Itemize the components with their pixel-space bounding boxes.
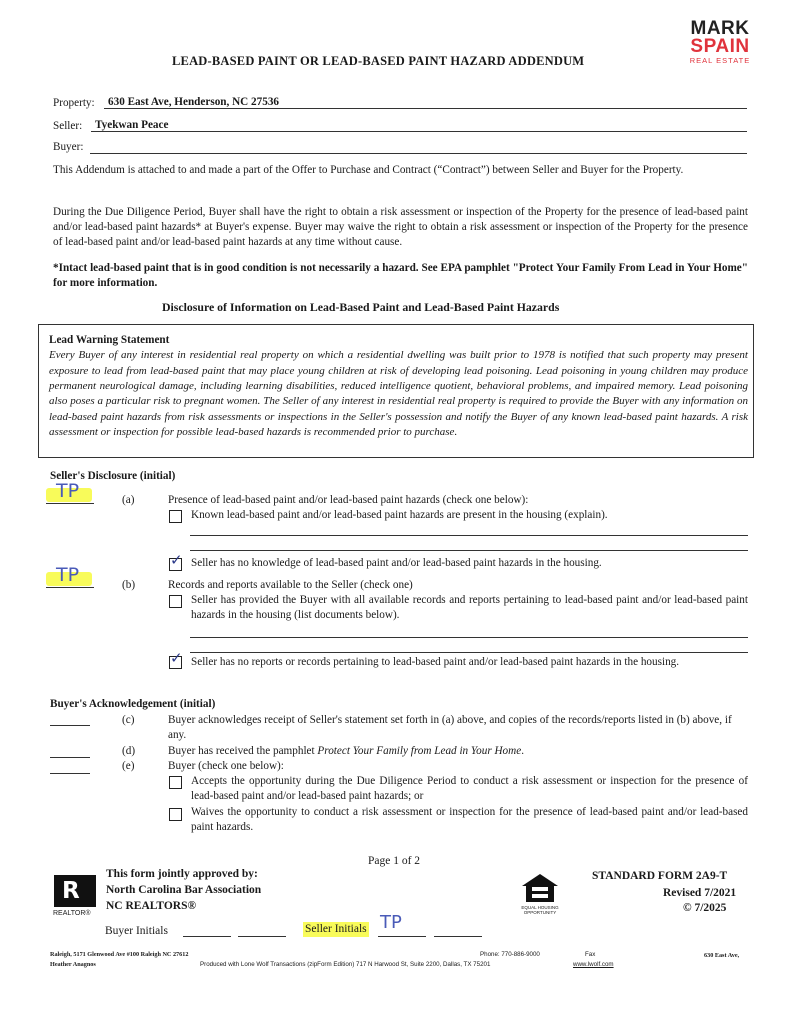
due-diligence-paragraph: During the Due Diligence Period, Buyer shall have the right to obtain a risk assessment or inspection of the Property for the presence of lead-based paint and/or lead-based paint hazards* at Buyer's expense. Buyer may waive the right to obtain a risk assessment or inspection of the Property for the presence of lead-based paint and/or lead-based paint hazards at any time without cause. — [53, 206, 748, 249]
seller-disclosure-heading: Seller's Disclosure (initial) — [50, 470, 176, 482]
documents-line-1[interactable] — [190, 637, 748, 638]
revised-date: Revised 7/2021 — [663, 887, 737, 899]
property-label: Property: — [53, 97, 95, 109]
no-records-checkbox[interactable] — [169, 649, 183, 669]
realtor-logo-icon: R — [54, 875, 96, 907]
seller-initials-signature[interactable]: TP — [380, 912, 402, 933]
seller-underline — [91, 131, 747, 132]
records-provided-checkbox[interactable] — [169, 595, 182, 608]
disclosure-heading: Disclosure of Information on Lead-Based Paint and Lead-Based Paint Hazards — [162, 300, 560, 314]
realtor-label: REALTOR® — [53, 910, 91, 917]
lead-warning-box — [38, 324, 754, 458]
waives-opportunity-checkbox[interactable] — [169, 808, 182, 821]
item-d-text — [168, 744, 524, 759]
accepts-opportunity-checkbox[interactable] — [169, 776, 182, 789]
address-short: 630 East Ave, — [704, 952, 740, 959]
item-e-text: Buyer (check one below): — [168, 760, 284, 772]
seller-label: Seller: — [53, 120, 83, 132]
accepts-opportunity-label: Accepts the opportunity during the Due Diligence Period to conduct a risk assessment or inspection for the presence of lead-based paint and/or lead-based paint hazards; or — [191, 775, 748, 803]
office-fax: Fax — [585, 951, 596, 958]
buyer-initials-line-1[interactable] — [183, 936, 231, 937]
initials-b-text: TP — [56, 564, 80, 586]
documents-line-2[interactable] — [190, 652, 748, 653]
seller-value: Tyekwan Peace — [95, 119, 169, 131]
agent-name: Heather Anagnos — [50, 961, 96, 968]
item-b-letter: (b) — [122, 579, 136, 591]
item-a-letter: (a) — [122, 494, 135, 506]
item-d-text-pre: Buyer has received the pamphlet — [168, 745, 318, 757]
copyright-date: © 7/2025 — [683, 902, 727, 914]
nc-realtors: NC REALTORS® — [106, 900, 197, 912]
document-title: LEAD-BASED PAINT OR LEAD-BASED PAINT HAZARD ADDENDUM — [172, 54, 585, 68]
item-d-letter: (d) — [122, 745, 136, 757]
records-provided-label: Seller has provided the Buyer with all available records and reports pertaining to lead-based paint and/or lead-based paint hazards in the housing (list documents below). — [191, 594, 748, 622]
buyer-initials-d[interactable] — [50, 757, 90, 758]
item-a-text: Presence of lead-based paint and/or lead-based paint hazards (check one below): — [168, 494, 529, 506]
seller-initials-label: Seller Initials — [303, 922, 369, 937]
item-e-letter: (e) — [122, 760, 135, 772]
known-lead-label: Known lead-based paint and/or lead-based paint hazards are present in the housing (explain). — [191, 509, 608, 521]
explain-line-2[interactable] — [190, 550, 748, 551]
buyer-initials-label: Buyer Initials — [105, 925, 168, 937]
pamphlet-title: Protect Your Family from Lead in Your Home — [317, 745, 522, 757]
seller-initials-a[interactable] — [46, 480, 94, 508]
no-records-label: Seller has no reports or records pertaining to lead-based paint and/or lead-based paint hazards in the housing. — [191, 656, 680, 668]
equal-housing-icon — [520, 873, 560, 907]
buyer-ack-heading: Buyer's Acknowledgement (initial) — [50, 698, 216, 710]
lead-warning-title: Lead Warning Statement — [49, 334, 170, 346]
office-phone: Phone: 770-886-9000 — [480, 951, 540, 958]
item-d-text-post: . — [521, 745, 524, 757]
no-knowledge-checkbox[interactable] — [169, 551, 183, 571]
property-underline — [104, 108, 747, 109]
nc-bar-association: North Carolina Bar Association — [106, 884, 262, 896]
standard-form: STANDARD FORM 2A9-T — [592, 870, 728, 882]
buyer-label: Buyer: — [53, 141, 84, 153]
approved-by: This form jointly approved by: — [106, 868, 258, 880]
logo-spain: SPAIN — [690, 36, 750, 57]
explain-line-1[interactable] — [190, 535, 748, 536]
produced-with: Produced with Lone Wolf Transactions (zipForm Edition) 717 N Harwood St, Suite 2200, Dallas, TX 75201 — [200, 961, 491, 968]
known-lead-checkbox[interactable] — [169, 510, 182, 523]
buyer-initials-e[interactable] — [50, 773, 90, 774]
addendum-paragraph: This Addendum is attached to and made a part of the Offer to Purchase and Contract (“Contract”) between Seller and Buyer for the Property. — [53, 164, 684, 176]
seller-initials-line-2[interactable] — [434, 936, 482, 937]
no-knowledge-label: Seller has no knowledge of lead-based paint and/or lead-based paint hazards in the housing. — [191, 557, 602, 569]
intact-paint-note: *Intact lead-based paint that is in good condition is not necessarily a hazard. See EPA pamphlet "Protect Your Family From Lead in Your Home" for more information. — [53, 262, 748, 290]
buyer-underline[interactable] — [90, 153, 747, 154]
mark-spain-logo — [680, 20, 760, 66]
lead-warning-text: Every Buyer of any interest in residential real property on which a residential dwelling was built prior to 1978 is notified that such property may present exposure to lead from lead-based paint that may place young children at risk of developing lead poisoning. Lead poisoning in young children may produce permanent neurological damage, including learning disabilities, reduced intelligence quotient, behavioral problems, and impaired memory. Lead poisoning also poses a particular risk to pregnant women. The Seller of any interest in residential real property is required to provide the Buyer with any information on lead-based paint hazards from risk assessments or inspections in the Seller's possession and notify the Buyer of any known lead-based paint hazards. A risk assessment or inspection for possible lead-based hazards is recommended prior to purchase. — [49, 349, 748, 439]
office-address: Raleigh, 5171 Glenwood Ave #100 Raleigh NC 27612 — [50, 951, 189, 958]
page-number: Page 1 of 2 — [368, 855, 421, 867]
buyer-initials-c[interactable] — [50, 725, 90, 726]
logo-mark: MARK — [690, 18, 750, 39]
lwolf-link[interactable]: www.lwolf.com — [573, 961, 614, 968]
waives-opportunity-label: Waives the opportunity to conduct a risk assessment or inspection for the presence of lead-based paint and/or lead-based paint hazards. — [191, 806, 748, 834]
checkmark-icon: ✓ — [170, 649, 183, 667]
checkmark-icon: ✓ — [170, 551, 183, 569]
seller-initials-line-1[interactable] — [378, 936, 426, 937]
item-c-text: Buyer acknowledges receipt of Seller's statement set forth in (a) above, and copies of the records/reports listed in (b) above, if any. — [168, 714, 732, 742]
seller-initials-b[interactable] — [46, 564, 94, 592]
buyer-initials-line-2[interactable] — [238, 936, 286, 937]
item-c-letter: (c) — [122, 714, 135, 726]
equal-housing-label: EQUAL HOUSING OPPORTUNITY — [521, 905, 559, 915]
initials-a-text: TP — [56, 480, 80, 502]
property-value: 630 East Ave, Henderson, NC 27536 — [108, 96, 280, 108]
item-b-text: Records and reports available to the Seller (check one) — [168, 579, 413, 591]
logo-real-estate: REAL ESTATE — [689, 56, 751, 65]
